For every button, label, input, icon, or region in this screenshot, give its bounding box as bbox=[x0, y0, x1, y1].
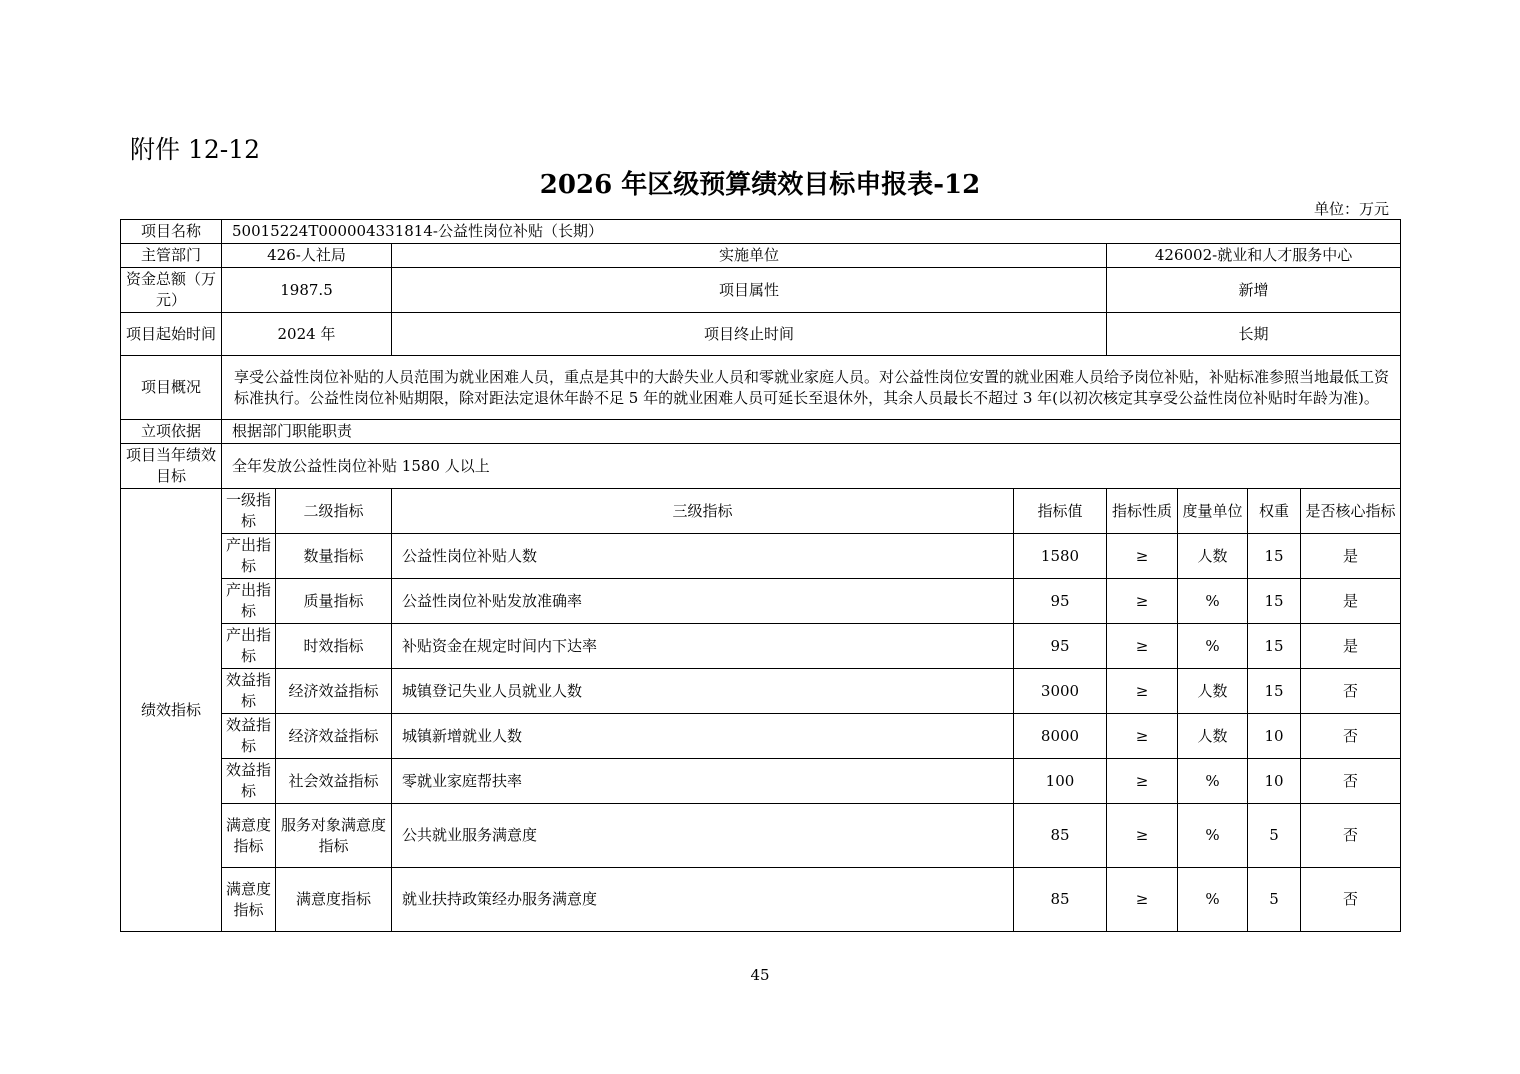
row-basis bbox=[121, 420, 1401, 444]
indicator-l2: 社会效益指标 bbox=[276, 759, 392, 804]
indicator-nature: ≥ bbox=[1107, 669, 1178, 714]
indicator-l1: 产出指标 bbox=[222, 624, 276, 669]
dept-value: 426-人社局 bbox=[222, 244, 392, 268]
indicator-l1: 效益指标 bbox=[222, 759, 276, 804]
indicator-weight: 15 bbox=[1248, 534, 1301, 579]
row-dept bbox=[121, 244, 1401, 268]
header-unit: 度量单位 bbox=[1178, 489, 1248, 534]
indicator-l3: 城镇登记失业人员就业人数 bbox=[392, 669, 1014, 714]
overview-label: 项目概况 bbox=[121, 356, 222, 420]
indicators-section-label: 绩效指标 bbox=[121, 489, 222, 932]
indicator-nature: ≥ bbox=[1107, 579, 1178, 624]
indicator-l3: 公益性岗位补贴发放准确率 bbox=[392, 579, 1014, 624]
indicator-core: 否 bbox=[1301, 868, 1401, 932]
project-name-value: 50015224T000004331814-公益性岗位补贴（长期） bbox=[222, 220, 1401, 244]
indicator-l3: 就业扶持政策经办服务满意度 bbox=[392, 868, 1014, 932]
indicator-l1: 效益指标 bbox=[222, 714, 276, 759]
start-label: 项目起始时间 bbox=[121, 313, 222, 356]
indicator-weight: 10 bbox=[1248, 714, 1301, 759]
dept-label: 主管部门 bbox=[121, 244, 222, 268]
indicator-l1: 满意度指标 bbox=[222, 804, 276, 868]
header-weight: 权重 bbox=[1248, 489, 1301, 534]
indicator-l1: 效益指标 bbox=[222, 669, 276, 714]
indicator-value: 85 bbox=[1014, 804, 1107, 868]
header-core: 是否核心指标 bbox=[1301, 489, 1401, 534]
indicator-row bbox=[121, 669, 1401, 714]
indicator-core: 否 bbox=[1301, 714, 1401, 759]
indicator-value: 1580 bbox=[1014, 534, 1107, 579]
indicator-nature: ≥ bbox=[1107, 714, 1178, 759]
indicator-nature: ≥ bbox=[1107, 624, 1178, 669]
indicator-core: 是 bbox=[1301, 579, 1401, 624]
indicator-unit: 人数 bbox=[1178, 714, 1248, 759]
row-goal bbox=[121, 444, 1401, 489]
indicator-row bbox=[121, 868, 1401, 932]
indicator-weight: 15 bbox=[1248, 579, 1301, 624]
indicator-unit: % bbox=[1178, 624, 1248, 669]
indicator-l2: 数量指标 bbox=[276, 534, 392, 579]
basis-label: 立项依据 bbox=[121, 420, 222, 444]
report-table bbox=[120, 219, 1401, 932]
indicator-core: 是 bbox=[1301, 624, 1401, 669]
indicator-nature: ≥ bbox=[1107, 534, 1178, 579]
indicator-l3: 公益性岗位补贴人数 bbox=[392, 534, 1014, 579]
indicator-core: 是 bbox=[1301, 534, 1401, 579]
indicator-row bbox=[121, 714, 1401, 759]
attachment-label: 附件 12-12 bbox=[130, 135, 261, 164]
indicator-row bbox=[121, 804, 1401, 868]
indicator-row bbox=[121, 579, 1401, 624]
end-value: 长期 bbox=[1107, 313, 1401, 356]
indicator-l1: 满意度指标 bbox=[222, 868, 276, 932]
indicator-l3: 公共就业服务满意度 bbox=[392, 804, 1014, 868]
indicator-l2: 满意度指标 bbox=[276, 868, 392, 932]
indicator-core: 否 bbox=[1301, 669, 1401, 714]
indicator-row bbox=[121, 534, 1401, 579]
indicator-core: 否 bbox=[1301, 804, 1401, 868]
page-title: 2026 年区级预算绩效目标申报表-12 bbox=[539, 170, 981, 200]
indicator-l3: 零就业家庭帮扶率 bbox=[392, 759, 1014, 804]
header-l2: 二级指标 bbox=[276, 489, 392, 534]
indicator-l1: 产出指标 bbox=[222, 579, 276, 624]
indicator-weight: 15 bbox=[1248, 669, 1301, 714]
row-funds bbox=[121, 268, 1401, 313]
start-value: 2024 年 bbox=[222, 313, 392, 356]
indicator-value: 95 bbox=[1014, 579, 1107, 624]
row-time bbox=[121, 313, 1401, 356]
indicator-unit: 人数 bbox=[1178, 669, 1248, 714]
indicator-unit: % bbox=[1178, 579, 1248, 624]
row-project-name bbox=[121, 220, 1401, 244]
indicator-l2: 经济效益指标 bbox=[276, 669, 392, 714]
end-label: 项目终止时间 bbox=[392, 313, 1107, 356]
header-value: 指标值 bbox=[1014, 489, 1107, 534]
indicator-unit: 人数 bbox=[1178, 534, 1248, 579]
indicator-weight: 5 bbox=[1248, 804, 1301, 868]
indicator-row bbox=[121, 759, 1401, 804]
indicator-row bbox=[121, 624, 1401, 669]
goal-value: 全年发放公益性岗位补贴 1580 人以上 bbox=[222, 444, 1401, 489]
indicator-value: 3000 bbox=[1014, 669, 1107, 714]
indicator-weight: 5 bbox=[1248, 868, 1301, 932]
indicator-l1: 产出指标 bbox=[222, 534, 276, 579]
attr-value: 新增 bbox=[1107, 268, 1401, 313]
indicator-l2: 经济效益指标 bbox=[276, 714, 392, 759]
indicator-weight: 10 bbox=[1248, 759, 1301, 804]
indicator-nature: ≥ bbox=[1107, 759, 1178, 804]
header-l3: 三级指标 bbox=[392, 489, 1014, 534]
header-l1: 一级指标 bbox=[222, 489, 276, 534]
overview-value: 享受公益性岗位补贴的人员范围为就业困难人员，重点是其中的大龄失业人员和零就业家庭人员。对公益性岗位安置的就业困难人员给予岗位补贴，补贴标准参照当地最低工资标准执行。公益性岗位补贴期限，除对距法定退休年龄不足 5 年的就业困难人员可延长至退休外，其余人员最长不超过 3 年(以初次核定其享受公益性岗位补贴时年龄为准)。 bbox=[222, 356, 1401, 420]
indicator-value: 95 bbox=[1014, 624, 1107, 669]
project-name-label: 项目名称 bbox=[121, 220, 222, 244]
attr-label: 项目属性 bbox=[392, 268, 1107, 313]
indicator-core: 否 bbox=[1301, 759, 1401, 804]
indicator-l2: 时效指标 bbox=[276, 624, 392, 669]
indicator-value: 8000 bbox=[1014, 714, 1107, 759]
indicator-unit: % bbox=[1178, 759, 1248, 804]
indicator-l2: 服务对象满意度指标 bbox=[276, 804, 392, 868]
indicator-unit: % bbox=[1178, 868, 1248, 932]
funds-label: 资金总额（万元） bbox=[121, 268, 222, 313]
impl-label: 实施单位 bbox=[392, 244, 1107, 268]
indicator-value: 100 bbox=[1014, 759, 1107, 804]
indicator-l2: 质量指标 bbox=[276, 579, 392, 624]
goal-label: 项目当年绩效目标 bbox=[121, 444, 222, 489]
indicator-unit: % bbox=[1178, 804, 1248, 868]
unit-label: 单位：万元 bbox=[1313, 200, 1389, 218]
indicator-l3: 城镇新增就业人数 bbox=[392, 714, 1014, 759]
indicator-l3: 补贴资金在规定时间内下达率 bbox=[392, 624, 1014, 669]
basis-value: 根据部门职能职责 bbox=[222, 420, 1401, 444]
indicator-header-row bbox=[121, 489, 1401, 534]
indicator-nature: ≥ bbox=[1107, 868, 1178, 932]
header-nature: 指标性质 bbox=[1107, 489, 1178, 534]
indicator-weight: 15 bbox=[1248, 624, 1301, 669]
impl-value: 426002-就业和人才服务中心 bbox=[1107, 244, 1401, 268]
indicator-nature: ≥ bbox=[1107, 804, 1178, 868]
row-overview bbox=[121, 356, 1401, 420]
indicator-value: 85 bbox=[1014, 868, 1107, 932]
page-number: 45 bbox=[750, 966, 770, 984]
funds-value: 1987.5 bbox=[222, 268, 392, 313]
